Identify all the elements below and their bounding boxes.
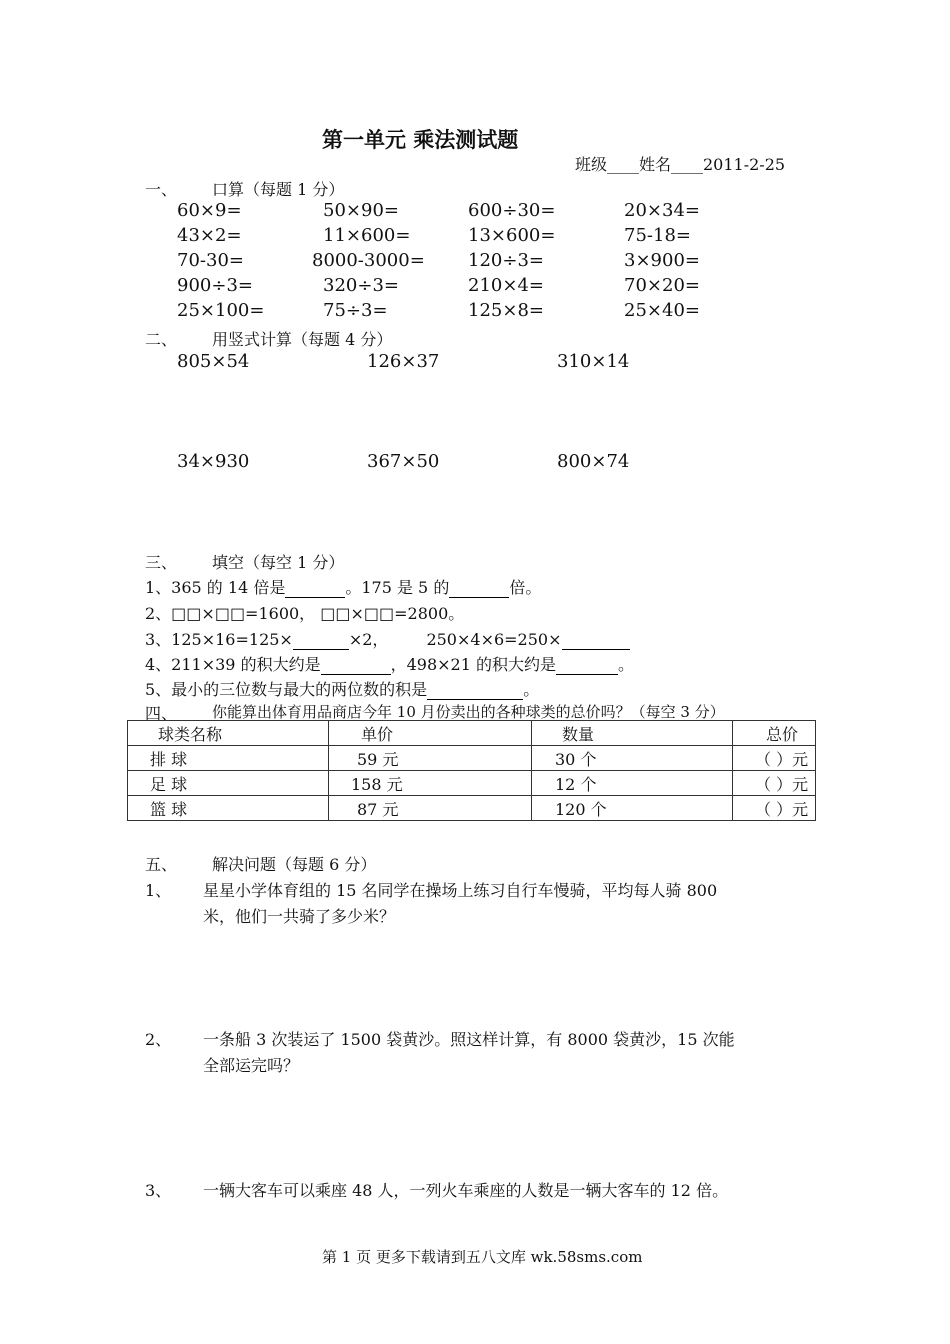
section-5-title: 解决问题（每题 6 分）	[212, 855, 377, 874]
problem-2-number: 2、	[145, 1030, 172, 1049]
table-cell: 篮 球	[128, 796, 329, 821]
table-row	[128, 796, 816, 821]
table-cell: 158 元	[329, 771, 532, 796]
vertical-calc-item: 126×37	[367, 351, 440, 372]
answer-blank[interactable]	[562, 630, 630, 650]
table-row	[128, 771, 816, 796]
oral-item: 210×4=	[468, 275, 544, 296]
ball-price-table	[127, 720, 816, 821]
problem-2-text: 全部运完吗？	[203, 1056, 300, 1075]
table-header-cell: 数量	[532, 721, 733, 746]
oral-item: 75-18=	[624, 225, 691, 246]
oral-item: 13×600=	[468, 225, 556, 246]
oral-item: 70-30=	[177, 250, 244, 271]
vertical-calc-item: 800×74	[557, 451, 630, 472]
answer-blank[interactable]	[556, 655, 618, 675]
problem-1-text: 星星小学体育组的 15 名同学在操场上练习自行车慢骑，平均每人骑 800	[203, 881, 718, 900]
section-1-title: 口算（每题 1 分）	[212, 180, 345, 199]
page-title: 第一单元 乘法测试题	[322, 127, 519, 152]
vertical-calc-item: 805×54	[177, 351, 250, 372]
table-cell: 30 个	[532, 746, 733, 771]
oral-item: 3×900=	[624, 250, 700, 271]
fill-question-3: 3、125×16=125× ×2， 250×4×6=250×	[145, 627, 630, 650]
fill-question-4: 4、211×39 的积大约是 ，498×21 的积大约是 。	[145, 655, 634, 674]
table-cell: 59 元	[329, 746, 532, 771]
section-3-number: 三、	[145, 553, 178, 572]
page-footer: 第 1 页 更多下载请到五八文库 wk.58sms.com	[322, 1248, 643, 1266]
oral-item: 20×34=	[624, 200, 700, 221]
vertical-calc-item: 310×14	[557, 351, 630, 372]
table-header-cell: 球类名称	[128, 721, 329, 746]
table-cell[interactable]: （ ）元	[733, 771, 816, 796]
section-2-number: 二、	[145, 330, 178, 349]
section-4-title: 你能算出体育用品商店今年 10 月份卖出的各种球类的总价吗？（每空 3 分）	[212, 703, 725, 721]
answer-blank[interactable]	[321, 655, 391, 675]
section-5-number: 五、	[145, 855, 178, 874]
problem-1-text: 米，他们一共骑了多少米？	[203, 907, 396, 926]
table-header-row	[128, 721, 816, 746]
table-cell: 12 个	[532, 771, 733, 796]
answer-blank[interactable]	[293, 630, 349, 650]
oral-item: 600÷30=	[468, 200, 556, 221]
vertical-calc-item: 367×50	[367, 451, 440, 472]
table-row	[128, 746, 816, 771]
oral-item: 11×600=	[323, 225, 411, 246]
oral-item: 8000-3000=	[312, 250, 425, 271]
problem-3-text: 一辆大客车可以乘座 48 人，一列火车乘座的人数是一辆大客车的 12 倍。	[203, 1181, 729, 1200]
section-1-number: 一、	[145, 180, 178, 199]
fill-question-2: 2、□□×□□=1600， □□×□□=2800。	[145, 604, 465, 623]
oral-item: 25×100=	[177, 300, 265, 321]
section-4-number: 四、	[145, 704, 178, 723]
section-3-title: 填空（每空 1 分）	[212, 553, 345, 572]
fill-question-1: 1、365 的 14 倍是 。175 是 5 的 倍。	[145, 578, 542, 597]
oral-item: 75÷3=	[323, 300, 388, 321]
problem-2-text: 一条船 3 次装运了 1500 袋黄沙。照这样计算，有 8000 袋黄沙，15 次能	[203, 1030, 735, 1049]
oral-item: 320÷3=	[323, 275, 399, 296]
table-header-cell: 总价	[733, 721, 816, 746]
table-cell[interactable]: （ ）元	[733, 746, 816, 771]
oral-item: 60×9=	[177, 200, 242, 221]
oral-item: 25×40=	[624, 300, 700, 321]
table-header-cell: 单价	[329, 721, 532, 746]
vertical-calc-item: 34×930	[177, 451, 250, 472]
oral-item: 70×20=	[624, 275, 700, 296]
class-name-date-line: 班级____姓名____2011-2-25	[575, 155, 786, 174]
problem-3-number: 3、	[145, 1181, 172, 1200]
fill-question-5: 5、最小的三位数与最大的两位数的积是 。	[145, 680, 540, 699]
table-cell[interactable]: （ ）元	[733, 796, 816, 821]
oral-item: 43×2=	[177, 225, 242, 246]
table-cell: 足 球	[128, 771, 329, 796]
oral-item: 125×8=	[468, 300, 544, 321]
answer-blank[interactable]	[285, 578, 345, 598]
oral-item: 50×90=	[323, 200, 399, 221]
oral-item: 900÷3=	[177, 275, 253, 296]
oral-item: 120÷3=	[468, 250, 544, 271]
section-2-title: 用竖式计算（每题 4 分）	[212, 330, 393, 349]
table-cell: 排 球	[128, 746, 329, 771]
table-cell: 120 个	[532, 796, 733, 821]
problem-1-number: 1、	[145, 881, 172, 900]
table-cell: 87 元	[329, 796, 532, 821]
answer-blank[interactable]	[449, 578, 509, 598]
answer-blank[interactable]	[427, 680, 523, 700]
